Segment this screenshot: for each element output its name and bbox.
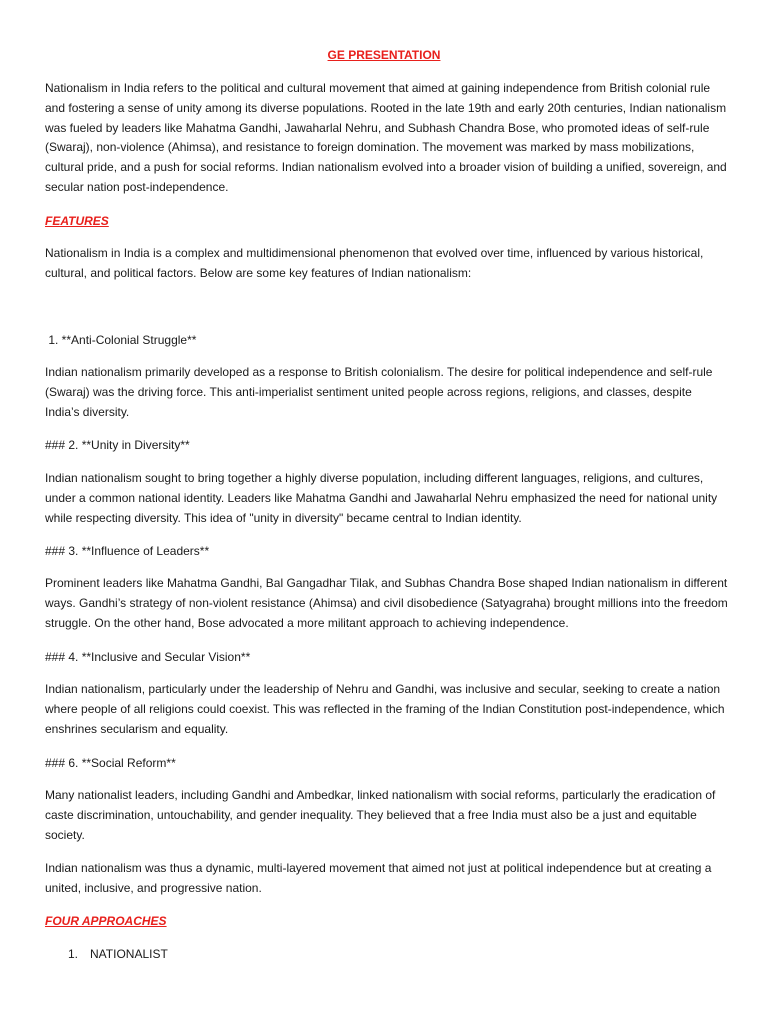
feature-body-secular: Indian nationalism, particularly under the leadership of Nehru and Gandhi, was inclusive and secular, seeking to create a nation where people of all religions could coexist. This was reflected in the framing of the Indian Constitution post-independence, which enshrines secularism and equality. — [45, 682, 725, 736]
conclusion-paragraph: Indian nationalism was thus a dynamic, multi-layered movement that aimed not just at political independence but at creating a united, inclusive, and progressive nation. — [45, 861, 712, 895]
approach-number: 1. — [68, 947, 79, 961]
feature-heading-secular: ### 4. **Inclusive and Secular Vision** — [45, 650, 251, 664]
feature-heading-leaders: ### 3. **Influence of Leaders** — [45, 544, 210, 558]
approach-label: NATIONALIST — [90, 947, 168, 961]
document-title: GE PRESENTATION — [327, 48, 441, 62]
feature-body-unity: Indian nationalism sought to bring together a highly diverse population, including different languages, religions, and cultures, under a common national identity. Leaders like Mahatma Gandhi and Jawaharlal Nehru emphasized the need for national unity while respecting diversity. This idea of "unity in diversity" became central to Indian identity. — [45, 471, 718, 525]
feature-body-anti-colonial: Indian nationalism primarily developed as a response to British colonialism. The desire for political independence and self-rule (Swaraj) was the driving force. This anti-imperialist sentiment united people across regions, religions, and classes, despite India’s diversity. — [45, 365, 713, 419]
feature-heading-anti-colonial: 1. **Anti-Colonial Struggle** — [45, 333, 197, 347]
feature-body-social-reform: Many nationalist leaders, including Gandhi and Ambedkar, linked nationalism with social reforms, particularly the eradication of caste discrimination, untouchability, and gender inequality. They believed that a free India must also be a just and equitable society. — [45, 788, 716, 842]
intro-paragraph: Nationalism in India refers to the political and cultural movement that aimed at gaining independence from British colonial rule and fostering a sense of unity among its diverse populations. Rooted in the late 19th and early 20th centuries, Indian nationalism was fueled by leaders like Mahatma Gandhi, Jawaharlal Nehru, and Subhash Chandra Bose, who promoted ideas of self-rule (Swaraj), non-violence (Ahimsa), and resistance to foreign domination. The movement was marked by mass mobilizations, cultural pride, and a push for social reforms. Indian nationalism evolved into a broader vision of building a unified, sovereign, and secular nation post-independence. — [45, 81, 727, 194]
feature-heading-unity: ### 2. **Unity in Diversity** — [45, 438, 190, 452]
approaches-heading: FOUR APPROACHES — [45, 914, 167, 928]
feature-body-leaders: Prominent leaders like Mahatma Gandhi, Bal Gangadhar Tilak, and Subhas Chandra Bose shaped Indian nationalism in different ways. Gandhi’s strategy of non-violent resistance (Ahimsa) and civil disobedience (Satyagraha) brought millions into the freedom struggle. On the other hand, Bose advocated a more militant approach to achieving independence. — [45, 576, 728, 630]
features-intro-paragraph: Nationalism in India is a complex and multidimensional phenomenon that evolved over time, influenced by various historical, cultural, and political factors. Below are some key features of Indian nationalism: — [45, 246, 704, 280]
approaches-list — [68, 946, 168, 962]
features-heading: FEATURES — [45, 214, 109, 228]
feature-heading-social-reform: ### 6. **Social Reform** — [45, 756, 176, 770]
